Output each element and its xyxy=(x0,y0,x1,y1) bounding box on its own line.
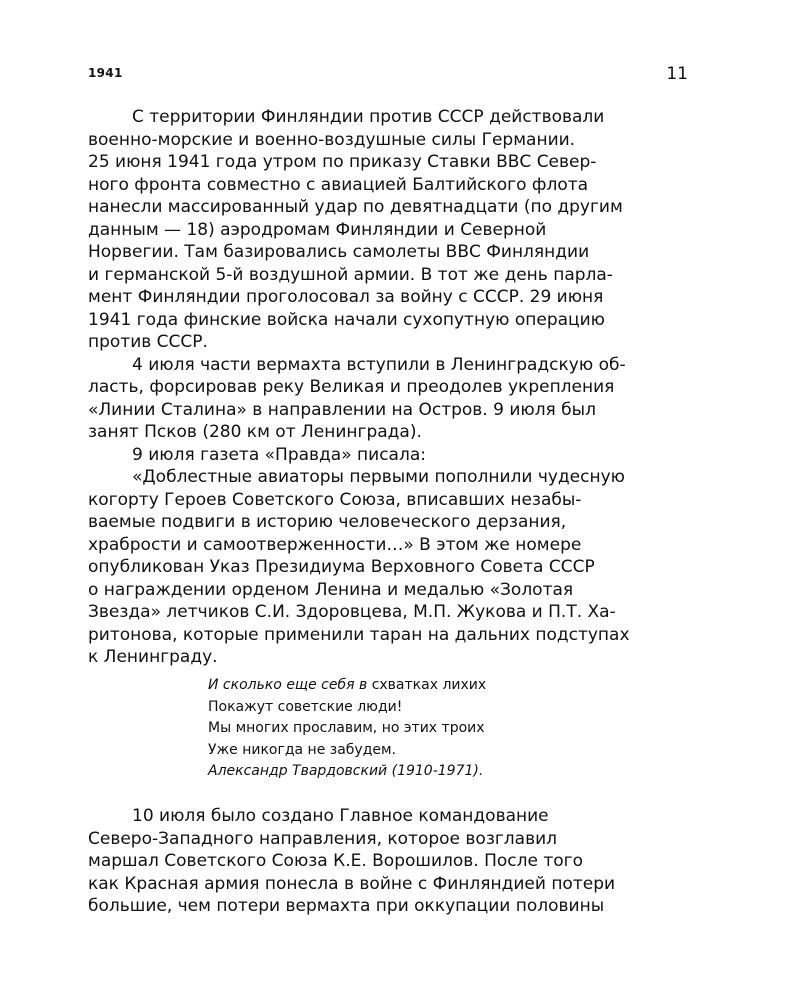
page-header xyxy=(88,64,688,88)
text-line: занят Псков (280 км от Ленинграда). xyxy=(88,422,422,442)
text-line: военно-морские и военно-воздушные силы Германии. xyxy=(88,129,576,150)
text-line: 9 июля газета «Правда» писала: xyxy=(132,444,426,465)
poem-line-rest: схватках лихих xyxy=(367,677,487,693)
text-line: 1941 года финские войска начали сухопутную операцию xyxy=(88,309,605,330)
text-line: Северо-Западного направления, которое возглавил xyxy=(88,828,558,849)
text-line: ласть, форсировав реку Великая и преодолев укрепления xyxy=(88,377,615,397)
text-line: как Красная армия понесла в войне с Финляндией потери xyxy=(88,873,616,894)
running-head: 1941 xyxy=(88,66,123,80)
poem-line-italic: И сколько еще себя в xyxy=(208,677,368,693)
text-line: Звезда» летчиков С.И. Здоровцева, М.П. Жукова и П.Т. Ха- xyxy=(88,602,616,622)
poem-line: Уже никогда не забудем. xyxy=(208,741,397,758)
text-line: С территории Финляндии против СССР действовали xyxy=(132,107,605,127)
body-text-continued xyxy=(88,805,692,918)
text-line: о награждении орденом Ленина и медалью «Золотая xyxy=(88,579,574,600)
text-line: Норвегии. Там базировались самолеты ВВС Финляндии xyxy=(88,242,590,262)
text-line: 4 июля части вермахта вступили в Ленинградскую об- xyxy=(132,354,626,375)
poem-line: Мы многих прославим, но этих троих xyxy=(208,720,485,736)
text-line: ритонова, которые применили таран на дальних подступах xyxy=(88,624,630,645)
text-line: к Ленинграду. xyxy=(88,647,218,667)
page-number: 11 xyxy=(666,64,688,84)
text-line: опубликован Указ Президиума Верховного Совета СССР xyxy=(88,557,595,577)
text-line: данным — 18) аэродромам Финляндии и Северной xyxy=(88,219,547,240)
text-line: маршал Советского Союза К.Е. Ворошилов. После того xyxy=(88,851,583,871)
text-line: ваемые подвиги в историю человеческого дерзания, xyxy=(88,512,567,532)
poem-author: Александр Твардовский (1910-1971). xyxy=(208,763,484,779)
poem-line: Покажут советские люди! xyxy=(208,698,403,715)
text-line: 25 июня 1941 года утром по приказу Ставки ВВС Север- xyxy=(88,152,597,172)
text-line: мент Финляндии проголосовал за войну с СССР. 29 июня xyxy=(88,287,604,307)
text-line: и германской 5-й воздушной армии. В тот же день парла- xyxy=(88,264,613,285)
body-text xyxy=(88,106,692,669)
text-line: храбрости и самоотверженности…» В этом же номере xyxy=(88,534,582,555)
text-line: 10 июля было создано Главное командование xyxy=(132,806,549,826)
text-line: «Доблестные авиаторы первыми пополнили чудесную xyxy=(132,467,625,487)
text-line: «Линии Сталина» в направлении на Остров. 9 июля был xyxy=(88,399,596,420)
poem-line xyxy=(208,675,628,697)
text-line: ного фронта совместно с авиацией Балтийского флота xyxy=(88,174,589,195)
text-line: когорту Героев Советского Союза, вписавших незабы- xyxy=(88,489,582,510)
text-line: большие, чем потери вермахта при оккупации половины xyxy=(88,896,605,916)
text-line: против СССР. xyxy=(88,332,208,352)
text-line: нанесли массированный удар по девятнадцати (по другим xyxy=(88,197,623,217)
poem-quote xyxy=(208,675,628,783)
